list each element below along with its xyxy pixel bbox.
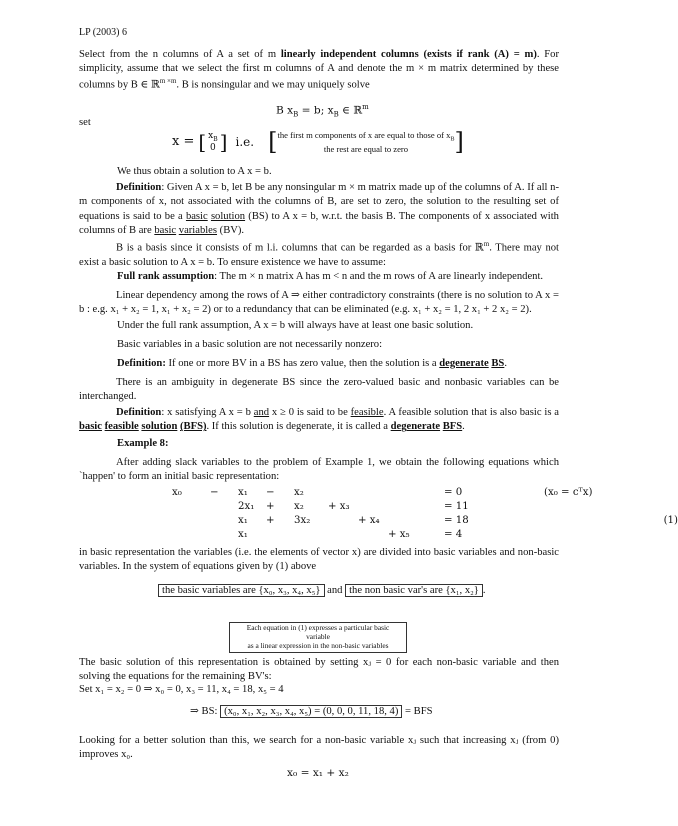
full-rank-assumption — [117, 270, 559, 284]
equation-cell: x₁ — [238, 514, 248, 526]
ambiguity-paragraph: There is an ambiguity in degenerate BS since the zero-valued basic and nonbasic variables can be interchanged. — [79, 377, 559, 403]
basic-solution-paragraph: The basic solution of this representation is obtained by setting xⱼ = 0 for each non-basic variable and then solving the equations for the remaining BV's: — [79, 657, 559, 683]
equation-cell: + x₃ — [328, 500, 350, 512]
intro-text-b: . For simplicity, assume that we select the first m columns of A and denote the m × m matrix determined by these columns by B ∈ ℝ — [79, 49, 559, 91]
def2-end: . — [504, 358, 507, 369]
note-line2: as a linear expression in the non-basic variables — [247, 640, 389, 650]
solution-sentence: We thus obtain a solution to A x = b. — [117, 166, 272, 177]
def3-term: feasible — [104, 421, 139, 433]
def3-text: . If this solution is degenerate, it is called a — [206, 421, 391, 433]
intro-bold: linearly independent columns (exists if rank (A) = m) — [280, 49, 537, 60]
definition-degenerate — [117, 357, 507, 371]
intro-sup: m ×m — [159, 76, 177, 85]
def3-text: : x satisfying A x = b — [161, 407, 254, 418]
def3-text: x ≥ 0 is said to be — [269, 407, 351, 418]
eq-part: ∈ ℝ — [338, 104, 363, 117]
equation-cell: = 18 — [444, 514, 469, 526]
x-def-bottom: 0 — [210, 143, 216, 154]
equation-cell: = 4 — [444, 528, 463, 540]
equation-cell: + — [266, 514, 275, 526]
eq-part: B x — [276, 104, 294, 117]
equation-cell: = 11 — [444, 500, 469, 512]
representation-paragraph: in basic representation the variables (i.e. the elements of vector x) are divided into basic variables and non-basic variables. In the system of equations given by (1) above — [79, 547, 559, 573]
def3-term: degenerate — [390, 421, 441, 433]
x-def-box-line2: the rest are equal to zero — [323, 144, 409, 155]
def1-text: : Given A x = b, let B be any nonsingular m × m matrix made up of the columns of A. If all n-m components of x, not associated with the columns of B, are set to zero, the solution to the resulting set of equations is said to be a — [79, 182, 559, 222]
x-definition — [172, 126, 464, 159]
def3-text: . A feasible solution that is also basic is a — [383, 407, 559, 418]
x-def-top-var: x — [208, 130, 214, 141]
equation-cell: x₂ — [294, 487, 304, 498]
def3-term: basic — [79, 421, 102, 433]
eq-sub: B — [333, 110, 339, 119]
def3-end: . — [462, 421, 465, 433]
definition-feasible — [79, 406, 559, 435]
bs-suffix: = BFS — [405, 706, 433, 717]
basis-text: . There may not exist a basic solution to A x = b. To ensure existence we have to assume: — [79, 242, 559, 268]
set-equation: Set x₁ = x₂ = 0 ⇒ x₀ = 0, x₃ = 11, x₄ = 18, x₅ = 4 — [79, 684, 284, 695]
better-solution-paragraph: Looking for a better solution than this, we search for a non-basic variable xⱼ such that increasing xⱼ (from 0) improves x₀. — [79, 735, 559, 761]
basis-sup: m — [483, 240, 490, 248]
page-header: LP (2003) 6 — [79, 27, 127, 38]
equation-row — [172, 500, 678, 514]
def1-term: basic — [154, 225, 177, 237]
equation-row — [172, 514, 678, 528]
full-rank-text: : The m × n matrix A has m < n and the m rows of A are linearly independent. — [214, 271, 544, 282]
equation-row — [172, 528, 678, 542]
note-box — [229, 622, 407, 653]
linear-dependency-paragraph: Linear dependency among the rows of A ⇒ either contradictory constraints (there is no solution to A x = b : e.g. x₁ + x₂ = 1, x₁ + x₂ = 2) or to a redundancy that can be eliminated (e.g. x₁ + x₂ = 1, 2 x₁ + 2 x₂ = 2). — [79, 290, 559, 316]
intro-text-a: Select from the n columns of A a set of m — [79, 49, 281, 60]
vars-end: . — [482, 585, 486, 596]
equation-cell: + x₅ — [388, 528, 410, 540]
example-title: Example 8: — [117, 438, 169, 449]
equation-cell: (1) — [663, 514, 678, 526]
bs-prefix: ⇒ BS: — [190, 706, 218, 717]
x-def-box-line1 — [277, 130, 454, 144]
def1-text: (BS) to A x = b, w.r.t. the basis B. The components of x associated with columns of B are — [79, 210, 559, 237]
x-def-box-text: the first m components of x are equal to those of x — [277, 129, 451, 140]
x-def-vector — [208, 131, 218, 154]
def3-and: and — [253, 407, 270, 418]
equation-cell: (x₀ = cᵀx) — [544, 487, 593, 498]
equation-bxb — [276, 103, 369, 120]
basis-paragraph — [79, 240, 559, 270]
def2-label: Definition: — [117, 358, 166, 369]
intro-paragraph — [79, 48, 559, 93]
equation-cell: x₁ — [238, 528, 248, 540]
nonzero-sentence: Basic variables in a basic solution are not necessarily nonzero: — [117, 339, 383, 350]
basic-variables-box: the basic variables are {x₀, x₃, x₄, x₅} — [158, 584, 325, 597]
example-paragraph: After adding slack variables to the problem of Example 1, we obtain the following equations which `happen' to form an initial basic representation: — [79, 457, 559, 483]
def1-label: Definition — [116, 182, 162, 193]
eq-part: = b; x — [298, 104, 334, 117]
bs-line — [190, 705, 433, 719]
set-word: set — [79, 117, 91, 128]
eq-sub: B — [293, 110, 299, 119]
def3-term: feasible — [350, 407, 384, 418]
bracket-left: [ — [198, 129, 207, 154]
x-def-lhs: x = — [172, 134, 195, 150]
def3-term: BFS — [442, 421, 463, 433]
def3-term: solution — [141, 421, 178, 433]
bracket-right: ] — [454, 128, 464, 156]
equation-row — [172, 486, 678, 500]
def1-term: solution — [210, 210, 246, 222]
definition-basic-solution — [79, 181, 559, 239]
equation-cell: − — [210, 487, 219, 498]
x-def-top-sub: B — [213, 135, 218, 143]
equation-system — [172, 486, 678, 542]
def1-text: (BV). — [217, 225, 245, 237]
vars-and: and — [327, 585, 343, 596]
def2-text: If one or more BV in a BS has zero value, then the solution is a — [165, 358, 440, 369]
x-def-ie: i.e. — [235, 135, 255, 150]
full-rank-sentence: Under the full rank assumption, A x = b will always have at least one basic solution. — [117, 320, 474, 331]
equation-cell: 2x₁ — [238, 500, 255, 512]
bracket-right: ] — [219, 129, 228, 154]
equation-cell: 3x₂ — [294, 514, 311, 526]
equation-cell: − — [266, 487, 275, 498]
equation-cell: + — [266, 500, 275, 512]
equation-rows — [172, 486, 678, 542]
eq-sup: m — [362, 103, 369, 111]
equation-cell: x₂ — [294, 500, 304, 512]
def2-term: BS — [491, 358, 505, 369]
bracket-left: [ — [268, 128, 278, 156]
x-def-top — [208, 131, 218, 144]
x-def-box-sub: B — [450, 136, 455, 143]
equation-cell: + x₄ — [358, 514, 380, 526]
x-def-box — [277, 130, 454, 155]
equation-cell: = 0 — [444, 487, 463, 498]
def3-term: (BFS) — [180, 421, 207, 433]
nonbasic-variables-box: the non basic var's are {x₁, x₂} — [345, 584, 483, 597]
variables-line — [158, 584, 486, 598]
equation-cell: x₁ — [238, 487, 248, 498]
note-line1: Each equation in (1) expresses a particular basic variable — [246, 623, 390, 641]
intro-text-c: . B is nonsingular and we may uniquely solve — [176, 79, 370, 91]
def2-term: degenerate — [439, 358, 489, 369]
def1-term: variables — [178, 225, 218, 237]
equation-cell: x₀ — [172, 487, 182, 498]
def3-label: Definition — [116, 407, 162, 418]
final-equation: x₀ = x₁ + x₂ — [287, 767, 349, 779]
full-rank-label: Full rank assumption — [117, 271, 215, 282]
bs-box: (x₀, x₁, x₂, x₃, x₄, x₅) = (0, 0, 0, 11, 18, 4) — [220, 705, 402, 718]
basis-text: B is a basis since it consists of m l.i. columns that can be regarded as a basis for ℝ — [116, 242, 484, 254]
def1-term: basic — [185, 210, 208, 222]
